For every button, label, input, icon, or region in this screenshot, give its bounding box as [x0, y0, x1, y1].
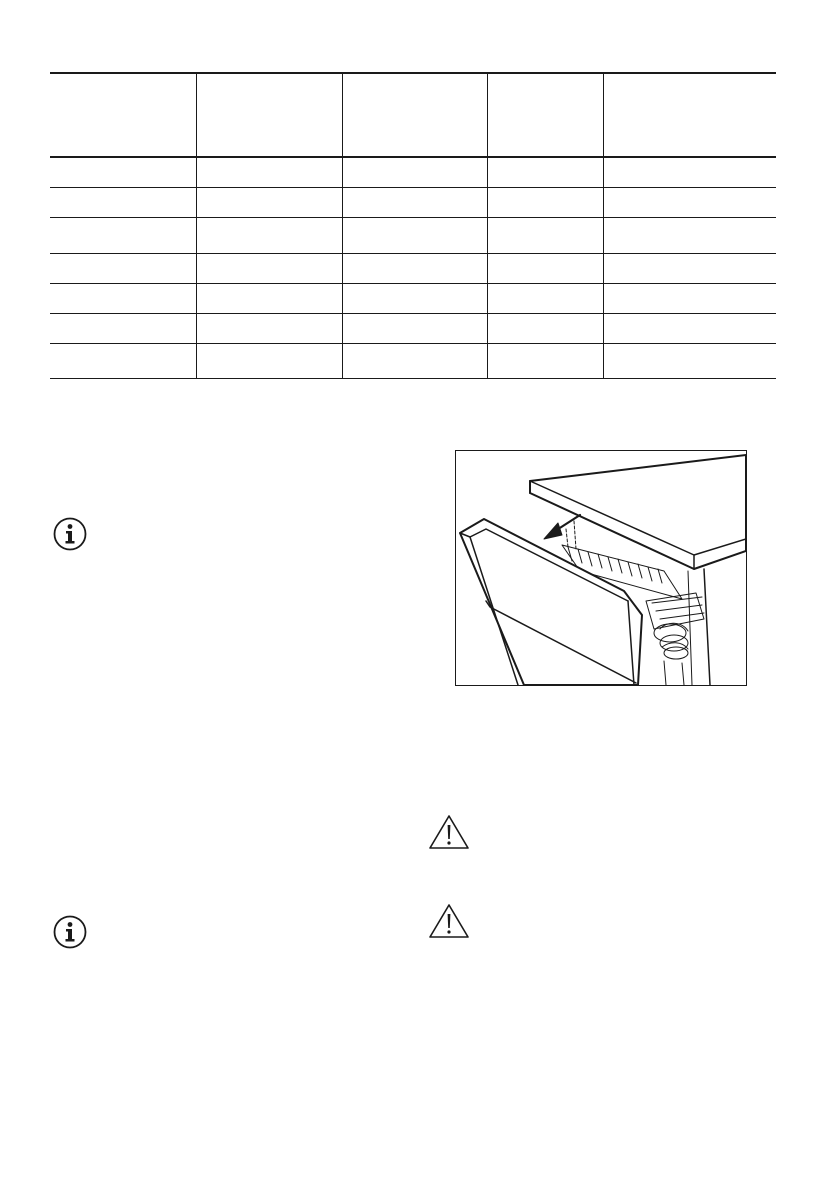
- table-cell: [487, 187, 603, 217]
- table-cell: [196, 157, 342, 187]
- table-row: [50, 283, 776, 313]
- table-cell: [50, 187, 196, 217]
- table-cell: [342, 283, 487, 313]
- table-cell: [342, 217, 487, 253]
- info-icon: [53, 915, 87, 949]
- table-cell: [603, 217, 776, 253]
- table-row: [50, 313, 776, 343]
- table-cell: [342, 343, 487, 378]
- countertop: [530, 455, 746, 569]
- table-cell: [50, 217, 196, 253]
- table-row: [50, 253, 776, 283]
- table-cell: [196, 187, 342, 217]
- table-cell: [603, 313, 776, 343]
- spec-table: [50, 72, 776, 379]
- table-cell: [196, 283, 342, 313]
- info-icon: [53, 517, 87, 551]
- table-cell: [342, 313, 487, 343]
- warning-icon: [428, 814, 470, 850]
- table-cell: [487, 253, 603, 283]
- lower-rack: [646, 593, 704, 685]
- table-cell: [603, 157, 776, 187]
- table-header-cell: [603, 73, 776, 157]
- table-cell: [603, 253, 776, 283]
- dishwasher-drawing: [456, 451, 746, 685]
- table-header-cell: [196, 73, 342, 157]
- table-cell: [50, 283, 196, 313]
- table-cell: [342, 187, 487, 217]
- table-cell: [487, 157, 603, 187]
- table-header-cell: [342, 73, 487, 157]
- table-cell: [603, 187, 776, 217]
- table-cell: [487, 313, 603, 343]
- table-row: [50, 343, 776, 378]
- table-cell: [50, 253, 196, 283]
- table-cell: [50, 313, 196, 343]
- dishwasher-illustration: [455, 450, 747, 686]
- table-cell: [487, 283, 603, 313]
- table-header-cell: [50, 73, 196, 157]
- table-cell: [603, 283, 776, 313]
- table-row: [50, 157, 776, 187]
- table-cell: [603, 343, 776, 378]
- table-header-row: [50, 73, 776, 157]
- table-cell: [342, 253, 487, 283]
- table-cell: [487, 217, 603, 253]
- table-cell: [50, 343, 196, 378]
- dishwasher-door: [460, 519, 642, 685]
- table-row: [50, 187, 776, 217]
- table-cell: [196, 253, 342, 283]
- table-cell: [196, 217, 342, 253]
- table-cell: [342, 157, 487, 187]
- table-header-cell: [487, 73, 603, 157]
- warning-icon: [428, 903, 470, 939]
- table-row: [50, 217, 776, 253]
- table-cell: [487, 343, 603, 378]
- table-cell: [196, 313, 342, 343]
- table-cell: [50, 157, 196, 187]
- table-cell: [196, 343, 342, 378]
